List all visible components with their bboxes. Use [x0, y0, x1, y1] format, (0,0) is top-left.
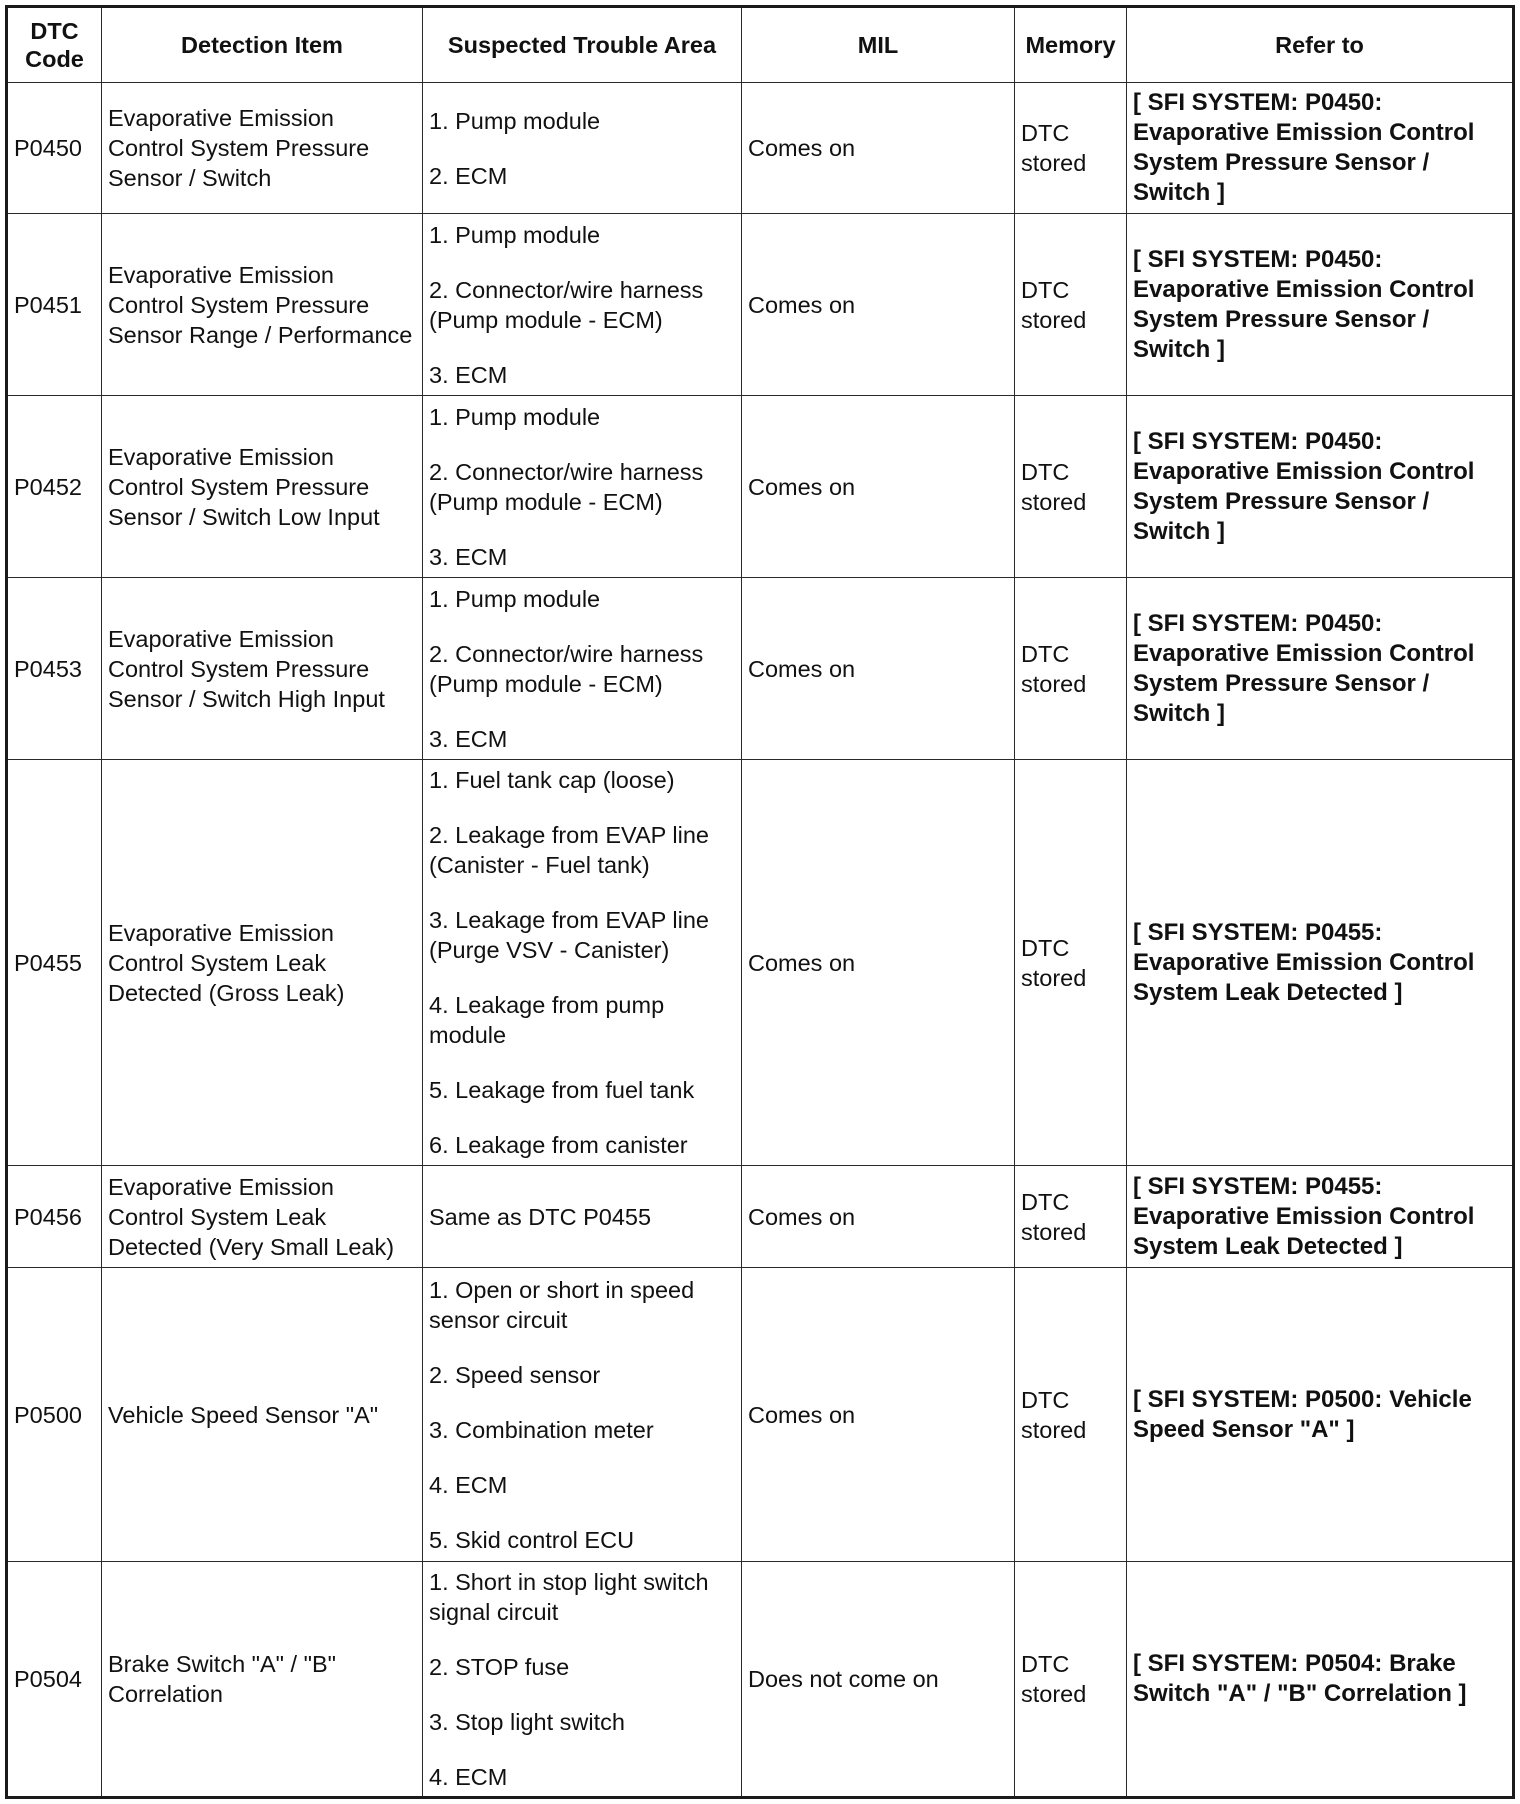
memory-cell: DTC stored	[1015, 1268, 1127, 1562]
trouble-area-item: 2. Speed sensor	[429, 1361, 601, 1388]
dtc-code-cell: P0455	[7, 760, 102, 1166]
detection-item-cell: Evaporative Emission Control System Pressure Sensor Range / Performance	[102, 214, 423, 396]
trouble-area-item: 1. Short in stop light switch signal circuit	[429, 1568, 709, 1625]
header-refer-to: Refer to	[1127, 7, 1514, 83]
trouble-area-item: 3. Leakage from EVAP line (Purge VSV - Canister)	[429, 907, 709, 963]
dtc-code-cell: P0450	[7, 83, 102, 214]
table-row	[7, 396, 1514, 578]
trouble-area-item: 4. ECM	[429, 1471, 508, 1498]
trouble-area-item: 3. ECM	[429, 725, 508, 752]
memory-cell: DTC stored	[1015, 760, 1127, 1166]
trouble-area-item: 1. Pump module	[429, 221, 601, 248]
memory-cell: DTC stored	[1015, 1166, 1127, 1268]
mil-cell: Does not come on	[742, 1562, 1015, 1798]
header-mil: MIL	[742, 7, 1015, 83]
table-row	[7, 1268, 1514, 1562]
memory-cell: DTC stored	[1015, 578, 1127, 760]
refer-to-cell: [ SFI SYSTEM: P0450: Evaporative Emission Control System Pressure Sensor / Switch ]	[1127, 578, 1514, 760]
trouble-area-item: 3. ECM	[429, 543, 508, 570]
mil-cell: Comes on	[742, 396, 1015, 578]
suspected-trouble-area-cell	[423, 396, 742, 578]
detection-item-cell: Evaporative Emission Control System Leak Detected (Very Small Leak)	[102, 1166, 423, 1268]
table-row	[7, 1166, 1514, 1268]
trouble-area-item: 1. Fuel tank cap (loose)	[429, 767, 675, 793]
trouble-area-item: 4. Leakage from pump module	[429, 992, 665, 1048]
memory-cell: DTC stored	[1015, 1562, 1127, 1798]
trouble-area-item: 1. Open or short in speed sensor circuit	[429, 1276, 695, 1333]
trouble-area-item: 3. ECM	[429, 361, 508, 388]
trouble-area-item: 1. Pump module	[429, 585, 601, 612]
detection-item-cell: Brake Switch "A" / "B" Correlation	[102, 1562, 423, 1798]
mil-cell: Comes on	[742, 1166, 1015, 1268]
suspected-trouble-area-cell	[423, 578, 742, 760]
refer-to-cell: [ SFI SYSTEM: P0455: Evaporative Emission Control System Leak Detected ]	[1127, 1166, 1514, 1268]
trouble-area-item: 1. Pump module	[429, 403, 601, 430]
memory-cell: DTC stored	[1015, 396, 1127, 578]
header-dtc-code: DTC Code	[7, 7, 102, 83]
table-row	[7, 1562, 1514, 1798]
trouble-area-item: 5. Skid control ECU	[429, 1526, 635, 1553]
header-suspected-trouble-area: Suspected Trouble Area	[423, 7, 742, 83]
table-row	[7, 214, 1514, 396]
header-memory: Memory	[1015, 7, 1127, 83]
refer-to-cell: [ SFI SYSTEM: P0450: Evaporative Emission Control System Pressure Sensor / Switch ]	[1127, 214, 1514, 396]
mil-cell: Comes on	[742, 578, 1015, 760]
table-row	[7, 578, 1514, 760]
header-detection-item: Detection Item	[102, 7, 423, 83]
table-row	[7, 83, 1514, 214]
refer-to-cell: [ SFI SYSTEM: P0500: Vehicle Speed Sensor "A" ]	[1127, 1268, 1514, 1562]
trouble-area-item: 2. STOP fuse	[429, 1653, 570, 1680]
suspected-trouble-area-cell	[423, 1268, 742, 1562]
refer-to-cell: [ SFI SYSTEM: P0504: Brake Switch "A" / "B" Correlation ]	[1127, 1562, 1514, 1798]
trouble-area-item: 3. Combination meter	[429, 1416, 654, 1443]
trouble-area-item: 2. ECM	[429, 162, 508, 189]
trouble-area-item: 1. Pump module	[429, 107, 601, 134]
trouble-area-item: 2. Connector/wire harness (Pump module - ECM)	[429, 640, 704, 697]
trouble-area-item: 4. ECM	[429, 1763, 508, 1790]
mil-cell: Comes on	[742, 760, 1015, 1166]
detection-item-cell: Evaporative Emission Control System Pressure Sensor / Switch	[102, 83, 423, 214]
dtc-code-cell: P0451	[7, 214, 102, 396]
detection-item-cell: Evaporative Emission Control System Pressure Sensor / Switch Low Input	[102, 396, 423, 578]
suspected-trouble-area-cell	[423, 1166, 742, 1268]
refer-to-cell: [ SFI SYSTEM: P0455: Evaporative Emission Control System Leak Detected ]	[1127, 760, 1514, 1166]
detection-item-cell: Evaporative Emission Control System Pressure Sensor / Switch High Input	[102, 578, 423, 760]
trouble-area-item: 5. Leakage from fuel tank	[429, 1077, 695, 1103]
dtc-code-cell: P0504	[7, 1562, 102, 1798]
suspected-trouble-area-cell	[423, 214, 742, 396]
trouble-area-item: 2. Connector/wire harness (Pump module - ECM)	[429, 276, 704, 333]
trouble-area-item: 2. Leakage from EVAP line (Canister - Fuel tank)	[429, 822, 709, 878]
dtc-code-cell: P0500	[7, 1268, 102, 1562]
mil-cell: Comes on	[742, 1268, 1015, 1562]
suspected-trouble-area-cell	[423, 1562, 742, 1798]
refer-to-cell: [ SFI SYSTEM: P0450: Evaporative Emission Control System Pressure Sensor / Switch ]	[1127, 396, 1514, 578]
trouble-area-item: 3. Stop light switch	[429, 1708, 625, 1735]
trouble-area-item: Same as DTC P0455	[429, 1203, 652, 1230]
mil-cell: Comes on	[742, 83, 1015, 214]
suspected-trouble-area-cell	[423, 83, 742, 214]
detection-item-cell: Evaporative Emission Control System Leak Detected (Gross Leak)	[102, 760, 423, 1166]
suspected-trouble-area-cell	[423, 760, 742, 1166]
mil-cell: Comes on	[742, 214, 1015, 396]
table-row	[7, 760, 1514, 1166]
memory-cell: DTC stored	[1015, 214, 1127, 396]
detection-item-cell: Vehicle Speed Sensor "A"	[102, 1268, 423, 1562]
trouble-area-item: 2. Connector/wire harness (Pump module - ECM)	[429, 458, 704, 515]
dtc-code-cell: P0452	[7, 396, 102, 578]
dtc-code-cell: P0456	[7, 1166, 102, 1268]
dtc-code-cell: P0453	[7, 578, 102, 760]
refer-to-cell: [ SFI SYSTEM: P0450: Evaporative Emission Control System Pressure Sensor / Switch ]	[1127, 83, 1514, 214]
dtc-table-page	[5, 5, 1512, 1799]
memory-cell: DTC stored	[1015, 83, 1127, 214]
header-row	[7, 7, 1514, 83]
trouble-area-item: 6. Leakage from canister	[429, 1132, 688, 1158]
dtc-table	[5, 5, 1515, 1799]
